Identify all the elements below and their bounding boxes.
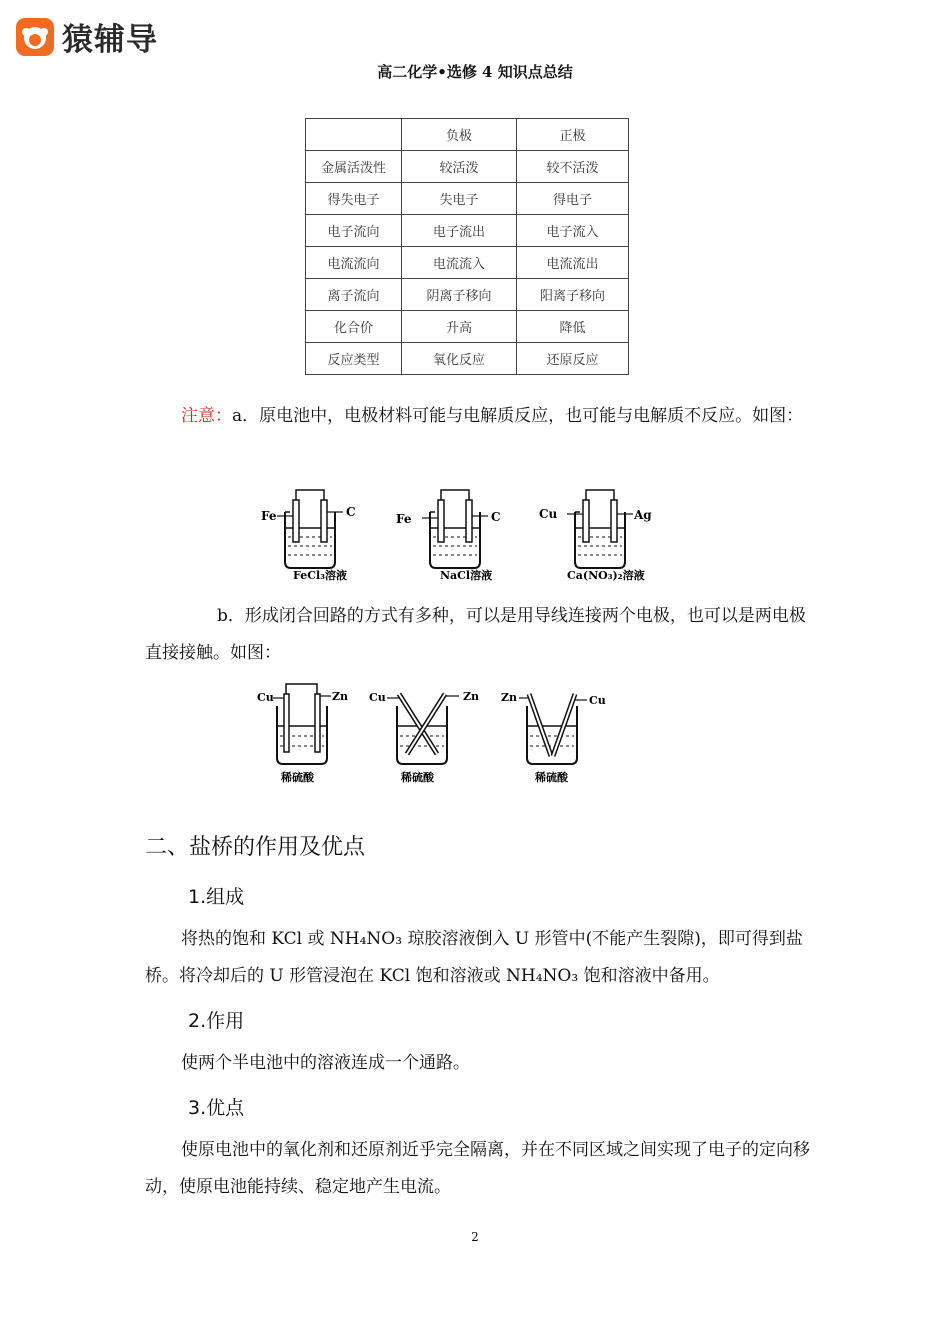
electrode-label: Ag	[634, 508, 652, 522]
cell-diagram-1	[261, 490, 356, 582]
electrode-comparison-table	[305, 118, 629, 375]
table-cell: 较活泼	[402, 151, 517, 183]
note-a-paragraph	[145, 398, 810, 435]
table-row	[306, 279, 629, 311]
electrode-label: Zn	[501, 691, 518, 704]
table-cell: 电流流入	[402, 247, 517, 279]
solution-label: 稀硫酸	[535, 771, 568, 784]
table-cell: 正极	[517, 119, 629, 151]
table-cell: 阴离子移向	[402, 279, 517, 311]
function-paragraph: 使两个半电池中的溶液连成一个通路。	[181, 1053, 470, 1073]
table-row	[306, 215, 629, 247]
electrode-label: Zn	[463, 690, 480, 703]
solution-label: NaCl溶液	[440, 569, 493, 582]
table-row	[306, 311, 629, 343]
table-row	[306, 247, 629, 279]
table-row	[306, 343, 629, 375]
electrode-label: C	[346, 505, 356, 519]
table-cell: 电流流出	[517, 247, 629, 279]
solution-label: Ca(NO₃)₂溶液	[567, 569, 645, 582]
table-row	[306, 183, 629, 215]
cell-diagram-4	[257, 684, 348, 784]
cell-diagram-5	[369, 690, 479, 784]
electrode-label: C	[491, 510, 501, 524]
table-cell: 化合价	[306, 311, 402, 343]
electrode-label: Cu	[257, 691, 274, 704]
figure-1-galvanic-cells	[255, 482, 675, 590]
table-row	[306, 151, 629, 183]
table-cell: 阳离子移向	[517, 279, 629, 311]
subsection-title-advantages: 3.优点	[188, 1097, 245, 1119]
brand-logo	[16, 14, 158, 59]
electrode-label: Zn	[332, 690, 349, 703]
table-cell: 金属活泼性	[306, 151, 402, 183]
solution-label: 稀硫酸	[401, 771, 434, 784]
figure-2-closed-loop-cells	[255, 680, 615, 790]
electrode-label: Fe	[261, 509, 277, 523]
subsection-title-composition: 1.组成	[188, 886, 245, 908]
cell-diagram-2	[396, 490, 501, 582]
table-cell: 失电子	[402, 183, 517, 215]
table-cell: 还原反应	[517, 343, 629, 375]
electrode-label: Cu	[589, 694, 606, 707]
table-cell: 升高	[402, 311, 517, 343]
table-cell: 得失电子	[306, 183, 402, 215]
cell-diagram-3	[539, 490, 652, 582]
brand-name: 猿辅导	[62, 22, 158, 58]
subsection-title-function: 2.作用	[188, 1010, 245, 1032]
note-a-text: a．原电池中，电极材料可能与电解质反应，也可能与电解质不反应。如图：	[232, 406, 804, 426]
solution-label: FeCl₃溶液	[293, 569, 347, 582]
page-number: 2	[471, 1230, 479, 1244]
table-cell: 反应类型	[306, 343, 402, 375]
page-header: 高二化学•选修 4 知识点总结	[377, 63, 573, 81]
table-cell: 较不活泼	[517, 151, 629, 183]
electrode-label: Fe	[396, 512, 412, 526]
table-cell: 负极	[402, 119, 517, 151]
table-cell: 得电子	[517, 183, 629, 215]
electrode-label: Cu	[369, 691, 386, 704]
table-cell: 降低	[517, 311, 629, 343]
table-cell	[306, 119, 402, 151]
table-header-row	[306, 119, 629, 151]
note-b-paragraph: b．形成闭合回路的方式有多种，可以是用导线连接两个电极，也可以是两电极直接接触。如图：	[145, 606, 806, 663]
table-cell: 电子流出	[402, 215, 517, 247]
electrode-label: Cu	[539, 507, 558, 521]
cell-diagram-6	[501, 691, 606, 784]
composition-paragraph: 将热的饱和 KCl 或 NH₄NO₃ 琼胶溶液倒入 U 形管中(不能产生裂隙)，即可得到盐桥。将冷却后的 U 形管浸泡在 KCl 饱和溶液或 NH₄NO₃ 饱和溶液中备用。	[145, 929, 803, 986]
solution-label: 稀硫酸	[281, 771, 314, 784]
table-cell: 氧化反应	[402, 343, 517, 375]
table-cell: 电子流入	[517, 215, 629, 247]
note-label: 注意：	[181, 406, 232, 426]
table-cell: 电子流向	[306, 215, 402, 247]
advantages-paragraph: 使原电池中的氧化剂和还原剂近乎完全隔离，并在不同区域之间实现了电子的定向移动，使原电池能持续、稳定地产生电流。	[145, 1140, 810, 1197]
table-cell: 离子流向	[306, 279, 402, 311]
table-cell: 电流流向	[306, 247, 402, 279]
section-title: 二、盐桥的作用及优点	[145, 835, 366, 860]
monkey-logo-icon	[16, 18, 54, 56]
